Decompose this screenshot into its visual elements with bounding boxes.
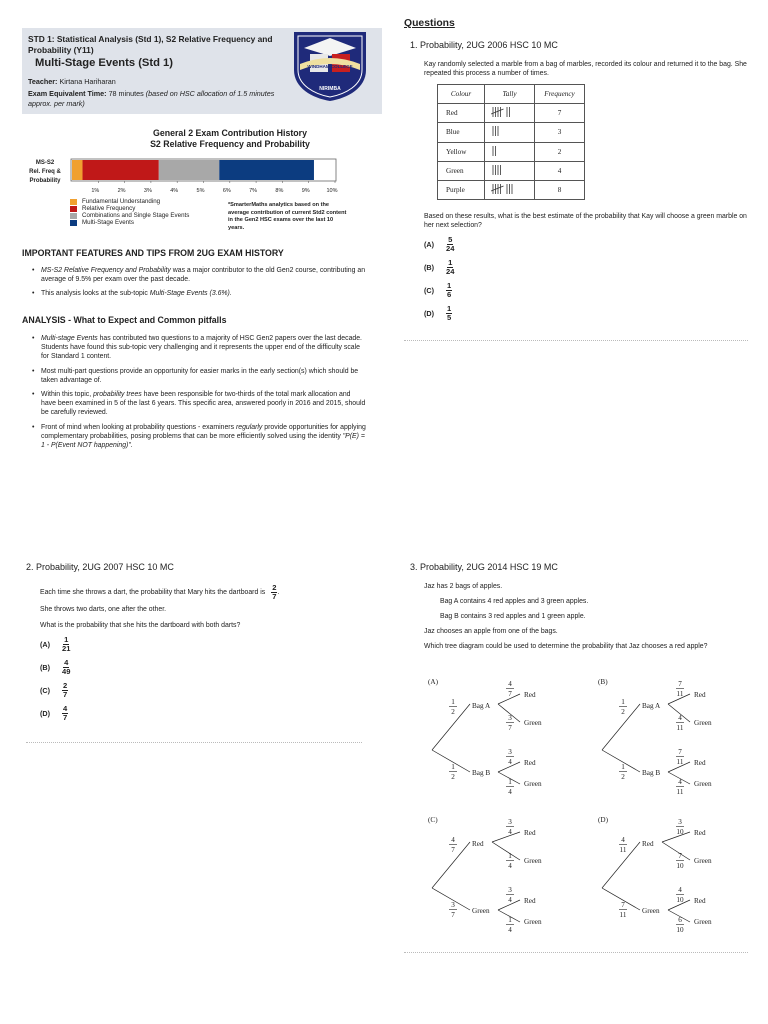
q1-title: 1. Probability, 2UG 2006 HSC 10 MC <box>410 40 558 50</box>
option-label: (D) <box>424 309 434 318</box>
tree-fraction-denominator: 11 <box>676 690 684 698</box>
college-crest-logo <box>290 30 370 102</box>
option-fraction: $\frac{4}{49}$ <box>62 658 71 676</box>
q3-tree-diagrams <box>420 672 740 942</box>
q3-text-3: Bag B contains 3 red apples and 1 green apple. <box>440 613 586 620</box>
tree-fraction-numerator: 1 <box>621 698 625 706</box>
q2-text-3: What is the probability that she hits the dartboard with both darts? <box>40 622 241 629</box>
tree-leaf-label: Green <box>524 780 542 788</box>
tree-leaf-label: Red <box>694 829 706 837</box>
q2-option-c[interactable] <box>40 682 70 699</box>
q3-text-2: Bag A contains 4 red apples and 3 green apples. <box>440 598 589 605</box>
q1-divider <box>404 340 748 341</box>
tree-fraction-numerator: 1 <box>451 763 455 771</box>
tree-leaf-label: Green <box>694 857 712 865</box>
analysis-heading: ANALYSIS - What to Expect and Common pitfalls <box>22 315 227 325</box>
option-label: (C) <box>424 286 434 295</box>
tally-frequency-cell: 3 <box>535 123 585 142</box>
tally-header-tally: Tally <box>485 85 535 104</box>
tree-leaf-label: Green <box>694 719 712 727</box>
tree-leaf-label: Red <box>694 897 706 905</box>
chart-row-label-1: MS-S2 <box>35 160 55 166</box>
chart-tick-label: 4% <box>170 188 179 194</box>
chart-bar-4 <box>219 160 314 180</box>
tree-fraction-denominator: 10 <box>676 896 684 904</box>
q1-option-a[interactable] <box>424 236 454 253</box>
tree-leaf-label: Red <box>524 759 536 767</box>
tree-fraction-numerator: 1 <box>508 852 512 860</box>
analysis-bullet-4: • Front of mind when looking at probability questions - examiners regularly provide opportunities for applying complementary probabilities, posing problems that can be more efficiently solved using the identity "P(E) = 1 - P(Event NOT happening)". <box>22 423 367 451</box>
chart-tick-label: 2% <box>117 188 126 194</box>
tree-fraction-numerator: 3 <box>508 748 512 756</box>
teacher-line <box>28 77 116 86</box>
q2-options <box>40 636 70 728</box>
tree-leaf-label: Red <box>524 897 536 905</box>
tally-marks-icon <box>491 145 525 157</box>
legend-swatch <box>70 206 77 212</box>
tally-colour-cell: Blue <box>438 123 485 142</box>
tree-option-label: (D) <box>598 816 608 824</box>
tally-frequency-cell: 4 <box>535 161 585 180</box>
tree-leaf-label: Red <box>524 829 536 837</box>
tree-fraction-numerator: 1 <box>508 916 512 924</box>
topic-title: Multi-Stage Events (Std 1) <box>35 57 173 69</box>
tree-fraction-numerator: 1 <box>451 698 455 706</box>
q3-title: 3. Probability, 2UG 2014 HSC 19 MC <box>410 562 558 572</box>
chart-tick-label: 10% <box>326 188 338 194</box>
tree-fraction-denominator: 4 <box>508 758 512 766</box>
exam-time-line <box>28 89 278 109</box>
features-list <box>22 266 367 304</box>
tree-fraction-denominator: 11 <box>619 911 627 919</box>
tree-fraction-numerator: 7 <box>678 680 682 688</box>
tally-marks-icon <box>491 183 525 195</box>
tree-option-label: (B) <box>598 678 608 686</box>
tree-fraction-numerator: 1 <box>508 778 512 786</box>
crest-text-top: WINDHAM COLLEGE <box>307 64 353 69</box>
option-label: (B) <box>40 663 50 672</box>
tally-marks-cell <box>485 123 535 142</box>
tally-marks-cell <box>485 142 535 161</box>
tree-fraction-denominator: 4 <box>508 828 512 836</box>
option-fraction: $\frac{4}{7}$ <box>63 704 68 722</box>
q1-text: Kay randomly selected a marble from a bag of marbles, recorded its colour and returned it to the bag. She repeated this process a number of times. <box>424 61 747 77</box>
q1-question: Based on these results, what is the best estimate of the probability that Kay will choose a green marble on her next selection? <box>424 213 747 229</box>
tree-fraction-numerator: 4 <box>508 680 512 688</box>
analysis-bullet-3: • Within this topic, probability trees have been responsible for two-thirds of the total mark allocation and have been examined in 5 of the last 6 years. This specific area, answered poorly in 2016 and 2015, should be carefully reviewed. <box>22 390 367 418</box>
teacher-name: Kirtana Hariharan <box>59 77 116 86</box>
q2-option-d[interactable] <box>40 705 70 722</box>
features-bullet-2: • This analysis looks at the sub-topic Multi-Stage Events (3.6%). <box>22 289 367 298</box>
tree-fraction-numerator: 4 <box>678 714 682 722</box>
tally-row-red <box>438 104 585 123</box>
questions-heading: Questions <box>404 18 455 29</box>
tree-node-label: Bag B <box>642 769 661 777</box>
tree-fraction-numerator: 4 <box>621 836 625 844</box>
q2-option-b[interactable] <box>40 659 70 676</box>
q3-divider <box>404 952 748 953</box>
tally-header-frequency: Frequency <box>535 85 585 104</box>
tree-option-label: (C) <box>428 816 438 824</box>
chart-tick-label: 5% <box>196 188 205 194</box>
tally-marks-icon <box>491 164 525 176</box>
tally-frequency-cell: 8 <box>535 180 585 199</box>
chart-title-line1: General 2 Exam Contribution History <box>153 128 307 138</box>
q3-text-4: Jaz chooses an apple from one of the bags. <box>424 628 558 635</box>
tally-marks-icon <box>491 106 525 118</box>
tree-leaf-label: Green <box>524 918 542 926</box>
q1-tally-table <box>437 84 585 200</box>
option-label: (C) <box>40 686 50 695</box>
q3-text-1: Jaz has 2 bags of apples. <box>424 583 503 590</box>
option-fraction: $\frac{5}{24}$ <box>446 235 455 253</box>
legend-label: Fundamental Understanding <box>82 198 161 205</box>
tree-node-label: Bag B <box>472 769 491 777</box>
q2-option-a[interactable] <box>40 636 70 653</box>
tree-diagram-d <box>598 816 712 934</box>
chart-subtitle: S2 Relative Frequency and Probability <box>150 139 310 149</box>
tree-fraction-denominator: 4 <box>508 788 512 796</box>
option-fraction: $\frac{1}{5}$ <box>447 304 452 322</box>
analysis-bullet-1: • Multi-stage Events has contributed two questions to a majority of HSC Gen2 papers over the last decade. Students have found this sub-topic very challenging and it represents the upper end of the difficulty scale for Standard 1 content. <box>22 334 367 362</box>
tree-fraction-denominator: 10 <box>676 828 684 836</box>
tally-frequency-cell: 2 <box>535 142 585 161</box>
tally-colour-cell: Green <box>438 161 485 180</box>
q1-options <box>424 236 454 328</box>
features-bullet-1: • MS-S2 Relative Frequency and Probability was a major contributor to the old Gen2 course, contributing an average of 9.5% per exam over the past decade. <box>22 266 367 284</box>
option-label: (A) <box>424 240 434 249</box>
legend-item-3 <box>70 212 189 219</box>
tree-fraction-denominator: 11 <box>619 846 627 854</box>
q2-text-1: Each time she throws a dart, the probability that Mary hits the dartboard is $\frac{2}{7}$ . <box>40 583 280 601</box>
tree-fraction-denominator: 4 <box>508 926 512 934</box>
tree-leaf-label: Green <box>524 719 542 727</box>
tree-node-label: Green <box>642 907 660 915</box>
tree-fraction-numerator: 3 <box>508 714 512 722</box>
legend-item-4 <box>70 219 189 226</box>
option-fraction: $\frac{1}{6}$ <box>447 281 452 299</box>
tree-leaf-label: Green <box>524 857 542 865</box>
chart-tick-label: 7% <box>249 188 258 194</box>
tree-fraction-numerator: 3 <box>508 818 512 826</box>
legend-item-1 <box>70 198 189 205</box>
tally-marks-icon <box>491 125 525 137</box>
tally-row-green <box>438 161 585 180</box>
tree-fraction-denominator: 7 <box>451 846 455 854</box>
chart-bar-1 <box>72 160 83 180</box>
tally-row-purple <box>438 180 585 199</box>
legend-item-2 <box>70 205 189 212</box>
legend-swatch <box>70 199 77 205</box>
tree-option-label: (A) <box>428 678 438 686</box>
chart-bar-3 <box>159 160 219 180</box>
option-fraction: $\frac{1}{21}$ <box>62 635 71 653</box>
chart-title <box>80 128 380 150</box>
q2-probability-fraction: $\frac{2}{7}$ <box>272 583 277 601</box>
chart-tick-label: 1% <box>91 188 100 194</box>
tree-fraction-numerator: 3 <box>678 818 682 826</box>
tally-colour-cell: Purple <box>438 180 485 199</box>
q1-option-c[interactable] <box>424 282 454 299</box>
chart-tick-label: 3% <box>143 188 152 194</box>
features-heading: IMPORTANT FEATURES AND TIPS FROM 2UG EXAM HISTORY <box>22 248 284 258</box>
option-fraction: $\frac{1}{24}$ <box>446 258 455 276</box>
legend-swatch <box>70 213 77 219</box>
tally-marks-cell <box>485 161 535 180</box>
chart-tick-label: 6% <box>222 188 231 194</box>
tree-fraction-denominator: 7 <box>508 690 512 698</box>
tree-fraction-denominator: 2 <box>451 708 455 716</box>
tally-frequency-cell: 7 <box>535 104 585 123</box>
tally-marks-cell <box>485 104 535 123</box>
tree-branch <box>492 832 520 842</box>
tree-leaf-label: Red <box>694 691 706 699</box>
tree-diagram-c <box>428 816 542 934</box>
tree-branch <box>492 842 520 860</box>
chart-footnote: *SmarterMaths analytics based on the average contribution of current Std2 content in the Gen2 HSC exams over the last 10 years. <box>228 202 347 231</box>
tree-node-label: Bag A <box>642 702 661 710</box>
tree-leaf-label: Red <box>524 691 536 699</box>
tree-fraction-denominator: 2 <box>621 773 625 781</box>
tree-node-label: Red <box>642 840 654 848</box>
tally-marks-cell <box>485 180 535 199</box>
tree-fraction-numerator: 3 <box>508 886 512 894</box>
tally-colour-cell: Red <box>438 104 485 123</box>
tree-branch <box>662 842 690 860</box>
tree-fraction-numerator: 4 <box>451 836 455 844</box>
analysis-bullet-2: • Most multi-part questions provide an opportunity for easier marks in the early section(s) which should be taken advantage of. <box>22 367 367 385</box>
tree-fraction-denominator: 4 <box>508 862 512 870</box>
tally-row-blue <box>438 123 585 142</box>
tree-fraction-numerator: 3 <box>451 901 455 909</box>
chart-bar-2 <box>83 160 159 180</box>
q1-option-b[interactable] <box>424 259 454 276</box>
exam-time-note: (based on HSC allocation of 1.5 minutes approx. per mark) <box>28 89 275 108</box>
tree-fraction-numerator: 4 <box>678 886 682 894</box>
legend-label: Multi-Stage Events <box>82 219 134 226</box>
chart-tick-label: 9% <box>301 188 310 194</box>
analysis-list <box>22 334 367 455</box>
tree-fraction-denominator: 11 <box>676 724 684 732</box>
tree-fraction-denominator: 4 <box>508 896 512 904</box>
option-label: (B) <box>424 263 434 272</box>
option-fraction: $\frac{2}{7}$ <box>63 681 68 699</box>
legend-label: Combinations and Single Stage Events <box>82 212 190 219</box>
tally-colour-cell: Yellow <box>438 142 485 161</box>
tree-fraction-denominator: 10 <box>676 862 684 870</box>
chart-legend <box>70 198 189 226</box>
exam-time-value: 78 minutes <box>108 89 144 98</box>
tree-leaf-label: Red <box>694 759 706 767</box>
teacher-label: Teacher: <box>28 77 58 86</box>
legend-swatch <box>70 220 77 226</box>
tree-fraction-numerator: 7 <box>621 901 625 909</box>
chart-row-label-2: Rel. Freq & <box>29 169 61 175</box>
tree-fraction-numerator: 4 <box>678 778 682 786</box>
q2-divider <box>26 742 362 743</box>
document-title: STD 1: Statistical Analysis (Std 1), S2 Relative Frequency and Probability (Y11) <box>28 34 273 55</box>
tree-leaf-label: Green <box>694 780 712 788</box>
tally-table-header-row <box>438 85 585 104</box>
tree-fraction-denominator: 10 <box>676 926 684 934</box>
tree-diagram-a <box>428 678 542 796</box>
q2-title: 2. Probability, 2UG 2007 HSC 10 MC <box>26 562 174 572</box>
tree-leaf-label: Green <box>694 918 712 926</box>
q1-option-d[interactable] <box>424 305 454 322</box>
chart-row-label-3: Probability <box>29 178 61 184</box>
tree-fraction-numerator: 7 <box>678 748 682 756</box>
chart-tick-label: 8% <box>275 188 284 194</box>
tree-fraction-numerator: 1 <box>621 763 625 771</box>
exam-time-label: Exam Equivalent Time: <box>28 89 107 98</box>
tree-fraction-denominator: 2 <box>621 708 625 716</box>
option-label: (D) <box>40 709 50 718</box>
tree-fraction-denominator: 7 <box>451 911 455 919</box>
tree-node-label: Bag A <box>472 702 491 710</box>
q2-text-2: She throws two darts, one after the other. <box>40 606 167 613</box>
tree-diagram-b <box>598 678 712 796</box>
tree-fraction-denominator: 11 <box>676 758 684 766</box>
tally-row-yellow <box>438 142 585 161</box>
q3-text-5: Which tree diagram could be used to determine the probability that Jaz chooses a red apple? <box>424 643 708 650</box>
tree-fraction-denominator: 11 <box>676 788 684 796</box>
tree-fraction-numerator: 6 <box>678 916 682 924</box>
option-label: (A) <box>40 640 50 649</box>
tally-header-colour: Colour <box>438 85 485 104</box>
tree-fraction-denominator: 2 <box>451 773 455 781</box>
legend-label: Relative Frequency <box>82 205 136 212</box>
tree-node-label: Red <box>472 840 484 848</box>
tree-fraction-numerator: 7 <box>678 852 682 860</box>
tree-node-label: Green <box>472 907 490 915</box>
tree-fraction-denominator: 7 <box>508 724 512 732</box>
crest-text-bottom: NIRIMBA <box>319 86 341 92</box>
